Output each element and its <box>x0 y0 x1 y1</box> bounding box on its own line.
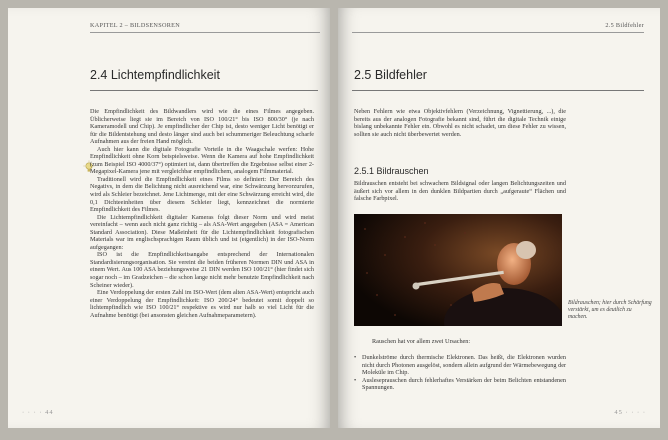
paragraph: Die Lichtempfindlichkeit digitaler Kameras folgt dieser Norm und wird meist vereinfacht – wenn auch nicht ganz richtig – als ASA-Wert angegeben (ASA = American Standard Association). Diese Maßeinheit für die Lichtempfindlichkeit fotografischen Materials war im englischsprachigen Raum üblich und ist (eigentlich) in der ISO-Norm aufgegangen: <box>90 213 314 251</box>
paragraph: ISO ist die Empfindlichkeitsangabe entsprechend der Internationalen Standardisierungsorganisation. Sie vereint die beiden früheren Normen DIN und ASA in einem Wert. Aus 100 ASA beziehungsweise 21 DIN werden ISO 100/21° (hier findet sich sogar noch – im Gradzeichen – die schon lange nicht mehr benutzte Empfindlichkeit nach Scheiner wieder). <box>90 251 314 289</box>
subsection-text <box>354 180 566 203</box>
bullet-icon: • <box>354 354 357 361</box>
header-rule <box>90 32 320 33</box>
list-item <box>354 377 566 392</box>
causes-list <box>354 354 566 392</box>
title-rule <box>90 90 318 91</box>
causes-intro <box>372 338 562 346</box>
paragraph: Neben Fehlern wie etwa Objektivfehlern (Verzeichnung, Vignettierung, ...), die bereits aus der analogen Fotografie bekannt sind, führt die digitale Technik einige bislang unbekannte Fehler ein. Obwohl es nicht schadet, um diese Fehler zu wissen, sollten sie auch nicht überbewertet werden. <box>354 108 566 138</box>
body-text-left <box>90 108 314 319</box>
running-head-left: KAPITEL 2 – BILDSENSOREN <box>90 22 180 29</box>
page-number-right: 45 · · · · <box>614 409 646 416</box>
list-item <box>354 354 566 377</box>
subsection-title: 2.5.1 Bildrauschen <box>354 166 429 176</box>
paragraph: Traditionell wird die Empfindlichkeit eines Films so definiert: Der Bereich des Negativs, in dem die Belichtung nicht ausreichend war, eine Schwärzung hervorzurufen, wird als Schleier bezeichnet. Jene Lichtmenge, mit der eine Schwärzung erreicht wird, die 0,1 Dichteeinheiten über diesem Schleier liegt, kennzeichnet die normierte Empfindlichkeit des Filmes. <box>90 175 314 214</box>
title-rule <box>352 90 644 91</box>
right-page <box>338 8 660 428</box>
intro-text <box>354 108 566 138</box>
header-rule <box>352 32 644 33</box>
bullet-icon: • <box>354 376 357 384</box>
running-head-right: 2.5 Bildfehler <box>605 22 644 29</box>
section-title-left: 2.4 Lichtempfindlichkeit <box>90 68 220 82</box>
paragraph: Die Empfindlichkeit des Bildwandlers wird wie die eines Filmes angegeben. Üblicherweise liegt sie im Bereich von ISO 100/21° bis ISO 800/30° (je nach Kameramodell und Chip). Je empfindlicher der Chip ist, desto weniger Licht benötigt er für die Bildentstehung und desto länger sind auch bei schummeriger Beleuchtung scharfe Aufnahmen aus der freien Hand möglich. <box>90 108 314 146</box>
paragraph: Auch hier kann die digitale Fotografie Vorteile in die Waagschale werfen: Hohe Empfindlichkeit ohne Korn beispielsweise. Wenn die Kamera auf hohe Empfindlichkeit (zum Beispiel ISO 4000/37°) optimiert ist, dann übertreffen die Ergebnisse selbst einer 2-Megapixel-Kamera jene mit vergleichbar empfindlichem, analogem Filmmaterial. <box>90 145 314 176</box>
list-item-text: Dunkelströme durch thermische Elektronen. Das heißt, die Elektronen wurden nicht durch Photonen ausgelöst, sondern allein aufgrund der Wärmebewegung der Moleküle im Chip. <box>362 354 566 377</box>
paragraph: Bildrauschen entsteht bei schwachem Bildsignal oder langen Belichtungszeiten und äußert sich vor allem in den dunklen Bildpartien durch „aufgeraute“ Flächen und falsche Farbpixel. <box>354 180 566 203</box>
page-number-left: · · · · 44 <box>22 409 54 416</box>
section-title-right: 2.5 Bildfehler <box>354 68 427 82</box>
photo-caption: Bildrauschen; hier durch Schärfung verstärkt, um es deutlich zu machen. <box>568 300 652 320</box>
noise-example-photo <box>354 214 562 326</box>
left-page <box>8 8 330 428</box>
paragraph: Rauschen hat vor allem zwei Ursachen: <box>372 338 471 345</box>
list-item-text: Ausleseprauschen durch fehlerhaftes Verstärken der beim Belichten entstandenen Spannungen. <box>362 376 566 392</box>
paragraph: Eine Verdoppelung der ersten Zahl im ISO-Wert (dem alten ASA-Wert) entspricht auch einer Verdoppelung der Empfindlichkeit: ISO 200/24° bedeutet somit doppelt so lichtempfindlich wie ISO 100/21° respektive es wird nur halb so viel Licht für die Aufnahme benötigt (bei ansonsten gleichen Aufnahmeparametern). <box>90 289 314 319</box>
